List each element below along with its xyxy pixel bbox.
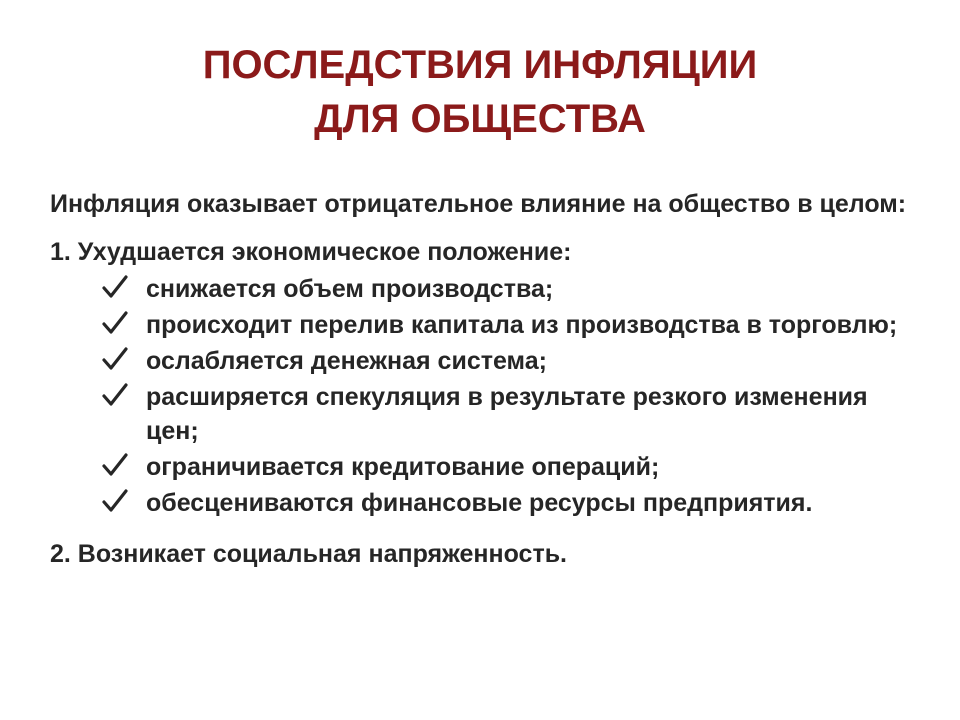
list-item: [50, 272, 910, 306]
check-icon: [100, 272, 130, 302]
check-icon: [100, 308, 130, 338]
point-2-heading: 2. Возникает социальная напряженность.: [50, 540, 568, 568]
list-item: [50, 486, 910, 520]
list-item-text: обесцениваются финансовые ресурсы предприятия.: [146, 489, 813, 517]
list-item-text: ограничивается кредитование операций;: [146, 453, 660, 481]
slide-body: [50, 186, 910, 572]
consequences-list: [50, 272, 910, 520]
list-item-text: снижается объем производства;: [146, 275, 554, 303]
slide-title-line-1: ПОСЛЕДСТВИЯ ИНФЛЯЦИИ: [202, 43, 758, 87]
list-item-text: расширяется спекуляция в результате резкого изменения цен;: [146, 383, 868, 445]
check-icon: [100, 380, 130, 410]
intro-text: Инфляция оказывает отрицательное влияние на общество в целом:: [50, 190, 907, 218]
list-item-text: происходит перелив капитала из производства в торговлю;: [146, 311, 898, 339]
list-item: [50, 380, 910, 448]
point-1-heading: 1. Ухудшается экономическое положение:: [50, 238, 572, 266]
check-icon: [100, 450, 130, 480]
check-icon: [100, 344, 130, 374]
list-item: [50, 450, 910, 484]
check-icon: [100, 486, 130, 516]
slide-title: [0, 38, 960, 146]
list-item: [50, 344, 910, 378]
list-item-text: ослабляется денежная система;: [146, 347, 547, 375]
list-item: [50, 308, 910, 342]
slide-title-line-2: ДЛЯ ОБЩЕСТВА: [314, 97, 646, 141]
